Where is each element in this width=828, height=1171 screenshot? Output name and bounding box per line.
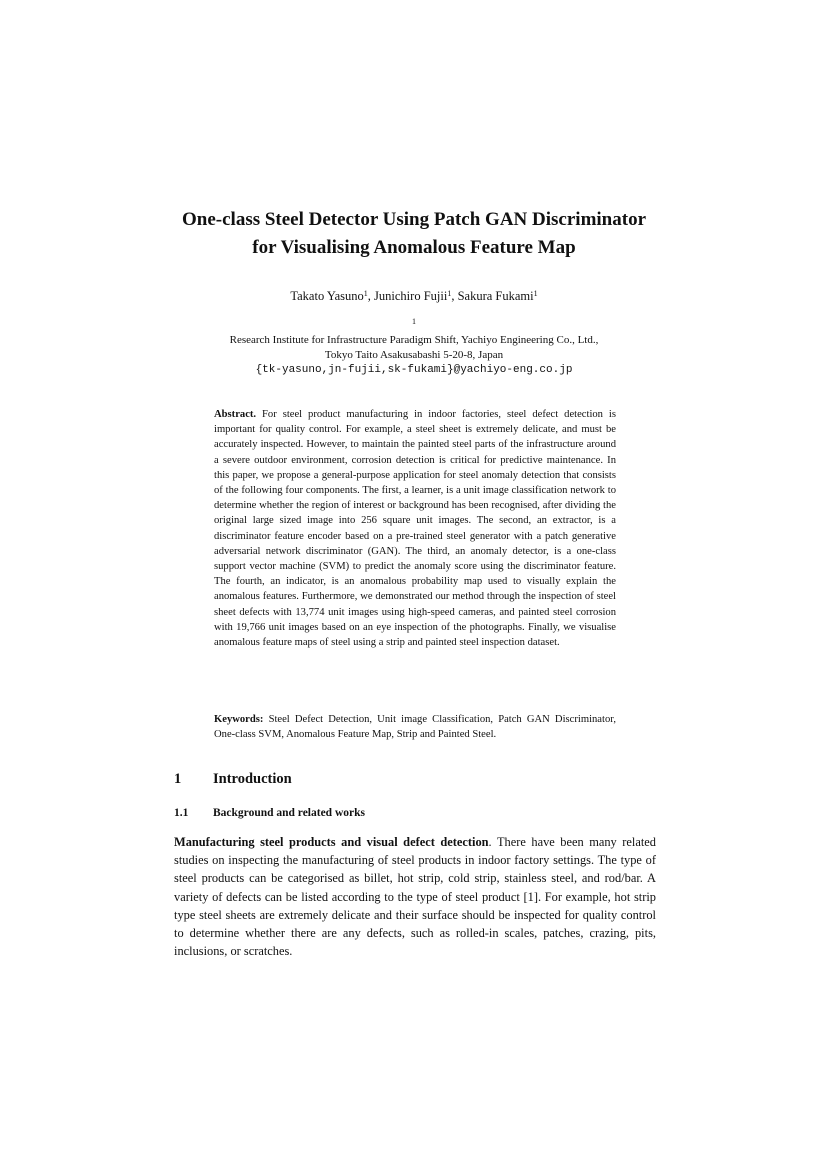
subsection-heading-background: [174, 805, 365, 821]
affiliation-institute: Research Institute for Infrastructure Paradigm Shift, Yachiyo Engineering Co., Ltd.,: [229, 334, 599, 346]
abstract-text: For steel product manufacturing in indoor factories, steel defect detection is important for quality control. For example, a steel sheet is extremely delicate, and must be accurately inspected. However, to maintain the painted steel parts of the infrastructure around a severe outdoor environment, corrosion detection is critical for predictive maintenance. In this paper, we propose a general-purpose application for steel anomaly detection that consists of the following four components. The first, a learner, is a unit image classification network to determine whether the region of interest or background has been recognised, after dividing the original large sized image into 256 square unit images. The second, an extractor, is a discriminator feature encoder based on a pre-trained steel generator with a patch generative adversarial network discriminator (GAN). The third, an anomaly detector, is a one-class support vector machine (SVM) to predict the anomaly score using the discriminator feature. The fourth, an indicator, is an anomalous probability map used to visually explain the anomalous features. Furthermore, we demonstrated our method through the inspection of steel sheet defects with 13,774 unit images using high-speed cameras, and painted steel corrosion with 19,766 unit images based on an eye inspection of the photographs. Finally, we visualise anomalous feature maps of steel using a strip and painted steel inspection dataset.: [214, 409, 616, 649]
paragraph-text: . There have been many related studies on inspecting the manufacturing of steel products in indoor factory settings. The type of steel products can be categorised as billet, hot strip, cold strip, stainless steel, and rod/bar. A variety of defects can be listed according to the type of steel product [1]. For example, hot strip type steel sheets are extremely delicate and their surface should be inspected for quality control to determine whether there are any defects, such as rolled-in scales, patches, crazing, pits, inclusions, or scratches.: [174, 835, 656, 959]
affiliation-mark: 1: [447, 289, 452, 298]
author-2: [374, 289, 458, 303]
subsection-number: 1.1: [174, 807, 189, 819]
affiliation-mark: 1: [363, 289, 368, 298]
author-1: [290, 289, 374, 303]
keywords: [214, 712, 616, 742]
section-heading-introduction: [174, 769, 292, 789]
intro-paragraph: [174, 833, 656, 960]
author-name: Junichiro Fujii: [374, 289, 448, 303]
author-separator: ,: [451, 289, 458, 303]
paper-title-line-1: One-class Steel Detector Using Patch GAN Discriminator: [182, 209, 646, 230]
author-separator: ,: [367, 289, 375, 303]
subsection-title: Background and related works: [213, 807, 365, 819]
affiliation-block: [130, 318, 698, 378]
section-number: 1: [174, 771, 182, 787]
affiliation-line-1: [130, 318, 698, 348]
affiliation-mark: 1: [412, 317, 416, 326]
author-3: [458, 289, 538, 303]
paragraph-lead: Manufacturing steel products and visual defect detection: [174, 835, 489, 849]
abstract-label: Abstract.: [214, 409, 257, 420]
section-title: Introduction: [213, 771, 292, 787]
author-list: [130, 287, 698, 305]
author-name: Sakura Fukami: [457, 289, 534, 303]
keywords-text: Steel Defect Detection, Unit image Classification, Patch GAN Discriminator, One-class SVM, Anomalous Feature Map, Strip and Painted Steel.: [214, 714, 616, 741]
affiliation-line-2: Tokyo Taito Asakusabashi 5-20-8, Japan: [324, 349, 504, 361]
paper-title-line-2: for Visualising Anomalous Feature Map: [252, 237, 576, 258]
affiliation-mark: 1: [533, 289, 538, 298]
author-name: Takato Yasuno: [290, 289, 364, 303]
author-emails: {tk-yasuno,jn-fujii,sk-fukami}@yachiyo-eng.co.jp: [255, 364, 573, 376]
abstract: [214, 407, 616, 650]
paper-title: [130, 206, 698, 262]
keywords-label: Keywords:: [214, 714, 264, 725]
